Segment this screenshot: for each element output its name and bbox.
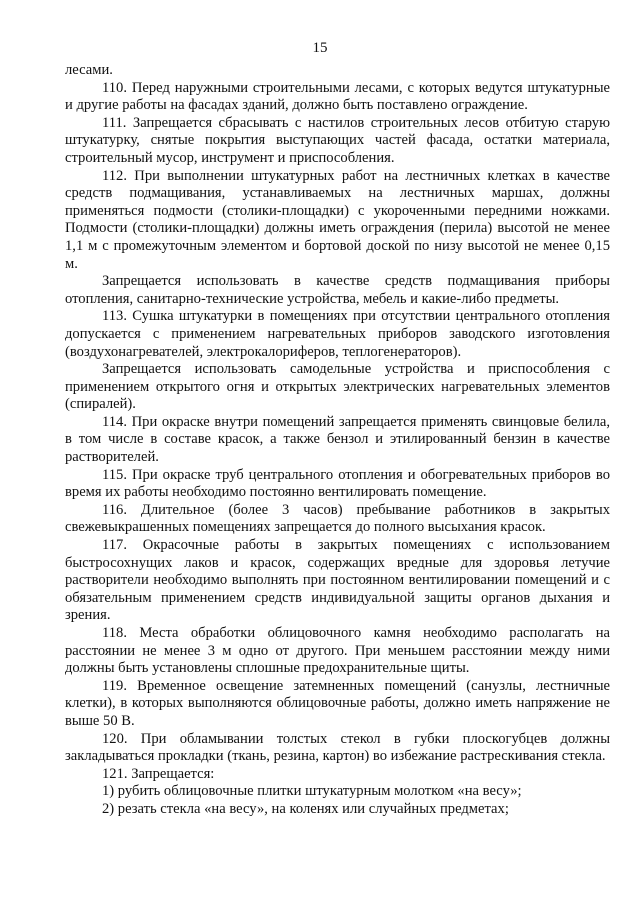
paragraph-114: 114. При окраске внутри помещений запрещается применять свинцовые белила, в том числе в составе красок, а также бензол и этилированный бензин в качестве растворителей. [65, 413, 610, 466]
paragraph-112-prohibition: Запрещается использовать в качестве средств подмащивания приборы отопления, санитарно-технические устройства, мебель и какие-либо предметы. [65, 273, 610, 307]
paragraph-120: 120. При обламывании толстых стекол в губки плоскогубцев должны закладываться прокладки (ткань, резина, картон) во избежание растрескивания стекла. [65, 730, 610, 765]
paragraph-113: 113. Сушка штукатурки в помещениях при отсутствии центрального отопления допускается с применением нагревательных приборов заводского изготовления (воздухонагревателей, электрокалориферов, теплогенераторов). [65, 308, 610, 360]
paragraph-115: 115. При окраске труб центрального отопления и обогревательных приборов во время их работы необходимо постоянно вентилировать помещение. [65, 466, 610, 501]
paragraph-continuation: лесами. [65, 62, 113, 78]
list-item: 2) резать стекла «на весу», на коленях или случайных предметах; [102, 800, 509, 817]
paragraph-112: 112. При выполнении штукатурных работ на лестничных клетках в качестве средств подмащивания, устанавливаемых на лестничных маршах, должны применяться подмости (столики-площадки) с укороченными передними ножками. Подмости (столики-площадки) должны иметь ограждения (перила) высотой не менее 1,1 м с промежуточным элементом и бортовой доской по низу высотой не менее 0,15 м. [65, 167, 610, 272]
list-item: 1) рубить облицовочные плитки штукатурным молотком «на весу»; [102, 783, 522, 800]
paragraph-121: 121. Запрещается: [102, 765, 215, 782]
paragraph-119: 119. Временное освещение затемненных помещений (санузлы, лестничные клетки), в которых выполняются облицовочные работы, должно иметь напряжение не выше 50 В. [65, 677, 610, 729]
paragraph-113-prohibition: Запрещается использовать самодельные устройства и приспособления с применением открытого огня и открытых электрических нагревательных элементов (спиралей). [65, 361, 610, 413]
paragraph-111: 111. Запрещается сбрасывать с настилов строительных лесов отбитую старую штукатурку, снятые покрытия выступающих частей фасада, остатки материала, строительный мусор, инструмент и приспособления. [65, 114, 610, 166]
paragraph-110: 110. Перед наружными строительными лесами, с которых ведутся штукатурные и другие работы на фасадах зданий, должно быть поставлено ограждение. [65, 79, 610, 114]
document-body [65, 62, 610, 819]
paragraph-116: 116. Длительное (более 3 часов) пребывание работников в закрытых свежевыкрашенных помещениях запрещается до полного высыхания красок. [65, 501, 610, 536]
paragraph-117: 117. Окрасочные работы в закрытых помещениях с использованием быстросохнущих лаков и красок, содержащих вредные для здоровья летучие растворители необходимо выполнять при постоянном вентилировании помещений и с обязательным применением средств индивидуальной защиты органов дыхания и зрения. [65, 537, 610, 624]
paragraph-118: 118. Места обработки облицовочного камня необходимо располагать на расстоянии не менее 3 м одно от другого. При меньшем расстоянии между ними должны быть установлены сплошные предохранительные щиты. [65, 625, 610, 677]
page-number: 15 [312, 40, 328, 56]
